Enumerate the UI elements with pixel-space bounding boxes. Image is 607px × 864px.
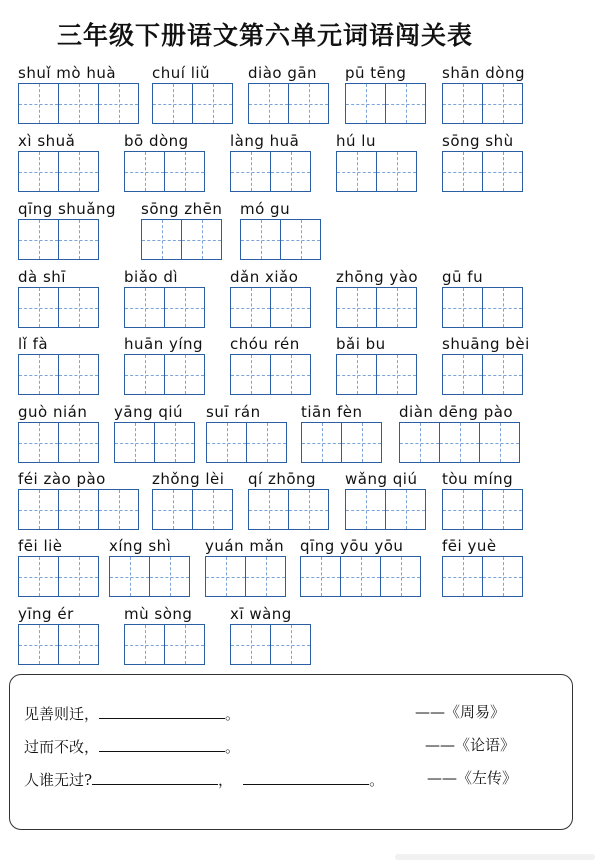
tianzige-boxes (114, 422, 194, 463)
writing-cell[interactable] (181, 219, 222, 260)
writing-cell[interactable] (270, 287, 311, 328)
pinyin-label: qí zhōng (248, 470, 317, 488)
tianzige-boxes (18, 287, 98, 328)
writing-cell[interactable] (18, 422, 59, 463)
writing-cell[interactable] (124, 151, 165, 192)
writing-cell[interactable] (18, 489, 59, 530)
pinyin-label: qīng shuǎng (18, 200, 117, 218)
pinyin-label: mù sòng (124, 605, 193, 623)
pinyin-label: lǐ fà (18, 335, 49, 353)
writing-cell[interactable] (164, 151, 205, 192)
writing-cell[interactable] (482, 556, 523, 597)
writing-cell[interactable] (230, 287, 271, 328)
writing-cell[interactable] (109, 556, 150, 597)
page-title: 三年级下册语文第六单元词语闯关表 (56, 21, 473, 50)
pinyin-label: qīng yōu yōu (300, 537, 404, 555)
pinyin-label: chuí liǔ (152, 64, 211, 82)
writing-cell[interactable] (149, 556, 190, 597)
writing-cell[interactable] (399, 422, 440, 463)
writing-cell[interactable] (442, 151, 483, 192)
writing-cell[interactable] (152, 489, 193, 530)
writing-cell[interactable] (340, 556, 381, 597)
tianzige-boxes (442, 151, 522, 192)
pinyin-label: bǎi bu (336, 335, 386, 353)
pinyin-label: gū fu (442, 268, 484, 286)
writing-cell[interactable] (58, 151, 99, 192)
writing-cell[interactable] (482, 354, 523, 395)
pinyin-label: sōng shù (442, 132, 514, 150)
tianzige-boxes (336, 287, 416, 328)
tianzige-boxes (442, 287, 522, 328)
quote-2-source: ——《论语》 (425, 736, 516, 754)
writing-cell[interactable] (345, 489, 386, 530)
pinyin-label: biǎo dì (124, 268, 179, 286)
pinyin-label: guò nián (18, 403, 88, 421)
writing-cell[interactable] (164, 354, 205, 395)
tianzige-boxes (124, 151, 204, 192)
quote-1-text: 见善则迁， (24, 705, 100, 723)
quote-line-3 (24, 769, 384, 790)
writing-cell[interactable] (385, 489, 426, 530)
writing-cell[interactable] (248, 489, 289, 530)
tianzige-boxes (205, 556, 285, 597)
writing-cell[interactable] (164, 624, 205, 665)
writing-cell[interactable] (205, 556, 246, 597)
pinyin-label: féi zào pào (18, 470, 106, 488)
writing-cell[interactable] (58, 556, 99, 597)
writing-cell[interactable] (376, 287, 417, 328)
writing-cell[interactable] (442, 354, 483, 395)
tianzige-boxes (18, 624, 98, 665)
writing-cell[interactable] (439, 422, 480, 463)
tianzige-boxes (240, 219, 320, 260)
pinyin-label: wǎng qiú (345, 470, 418, 488)
writing-cell[interactable] (18, 556, 59, 597)
writing-cell[interactable] (58, 219, 99, 260)
tianzige-boxes (442, 556, 522, 597)
writing-cell[interactable] (18, 354, 59, 395)
writing-cell[interactable] (58, 83, 99, 124)
pinyin-label: dǎn xiǎo (230, 268, 299, 286)
writing-cell[interactable] (482, 489, 523, 530)
tianzige-boxes (18, 489, 138, 530)
answer-blank-2[interactable] (99, 737, 225, 752)
tianzige-boxes (124, 624, 204, 665)
tianzige-boxes (399, 422, 519, 463)
pinyin-label: tiān fèn (301, 403, 363, 421)
tianzige-boxes (442, 489, 522, 530)
tianzige-boxes (18, 354, 98, 395)
writing-cell[interactable] (124, 624, 165, 665)
pinyin-label: chóu rén (230, 335, 300, 353)
tianzige-boxes (230, 151, 310, 192)
writing-cell[interactable] (58, 624, 99, 665)
tianzige-boxes (18, 83, 138, 124)
writing-cell[interactable] (58, 489, 99, 530)
tianzige-boxes (442, 354, 522, 395)
pinyin-label: yīng ér (18, 605, 74, 623)
tianzige-boxes (18, 556, 98, 597)
writing-cell[interactable] (300, 556, 341, 597)
tianzige-boxes (301, 422, 381, 463)
tianzige-boxes (336, 354, 416, 395)
pinyin-label: shuǐ mò huà (18, 64, 117, 82)
pinyin-label: zhǒng lèi (152, 470, 225, 488)
writing-cell[interactable] (482, 83, 523, 124)
quote-line-2 (24, 736, 240, 757)
tianzige-boxes (336, 151, 416, 192)
writing-cell[interactable] (376, 354, 417, 395)
pinyin-label: yāng qiú (114, 403, 184, 421)
writing-cell[interactable] (482, 287, 523, 328)
writing-cell[interactable] (336, 354, 377, 395)
pinyin-label: shuāng bèi (442, 335, 530, 353)
writing-cell[interactable] (58, 422, 99, 463)
writing-cell[interactable] (18, 287, 59, 328)
pinyin-label: xì shuǎ (18, 132, 76, 150)
tianzige-boxes (124, 354, 204, 395)
pinyin-label: yuán mǎn (205, 537, 285, 555)
tianzige-boxes (152, 83, 232, 124)
tianzige-boxes (124, 287, 204, 328)
tianzige-boxes (248, 83, 328, 124)
writing-cell[interactable] (380, 556, 421, 597)
writing-cell[interactable] (164, 287, 205, 328)
writing-cell[interactable] (385, 83, 426, 124)
pinyin-label: hú lu (336, 132, 376, 150)
pinyin-label: diào gān (248, 64, 318, 82)
quote-section (9, 674, 573, 830)
tianzige-boxes (18, 422, 98, 463)
tianzige-boxes (230, 624, 310, 665)
tianzige-boxes (109, 556, 189, 597)
tianzige-boxes (152, 489, 232, 530)
writing-cell[interactable] (442, 489, 483, 530)
writing-cell[interactable] (152, 83, 193, 124)
answer-blank-1[interactable] (99, 704, 225, 719)
pinyin-label: sōng zhēn (141, 200, 223, 218)
writing-cell[interactable] (154, 422, 195, 463)
writing-cell[interactable] (245, 556, 286, 597)
quote-2-text: 过而不改， (24, 738, 100, 756)
quote-3-end: 。 (369, 771, 385, 789)
tianzige-boxes (18, 219, 98, 260)
writing-cell[interactable] (248, 83, 289, 124)
pinyin-label: fēi liè (18, 537, 63, 555)
writing-cell[interactable] (124, 287, 165, 328)
writing-cell[interactable] (230, 354, 271, 395)
tianzige-boxes (345, 83, 425, 124)
quote-1-end: 。 (225, 705, 241, 723)
tianzige-boxes (345, 489, 425, 530)
tianzige-boxes (230, 287, 310, 328)
answer-blank-3[interactable] (92, 770, 218, 785)
writing-cell[interactable] (58, 354, 99, 395)
pinyin-label: dà shī (18, 268, 66, 286)
pinyin-label: xī wàng (230, 605, 292, 623)
tianzige-boxes (442, 83, 522, 124)
quote-3-source: ——《左传》 (427, 769, 518, 787)
watermark (395, 854, 595, 860)
writing-cell[interactable] (270, 354, 311, 395)
writing-cell[interactable] (246, 422, 287, 463)
writing-cell[interactable] (336, 287, 377, 328)
writing-cell[interactable] (58, 287, 99, 328)
writing-cell[interactable] (288, 489, 329, 530)
writing-cell[interactable] (442, 83, 483, 124)
tianzige-boxes (248, 489, 328, 530)
writing-cell[interactable] (192, 489, 233, 530)
writing-cell[interactable] (18, 151, 59, 192)
writing-cell[interactable] (376, 151, 417, 192)
answer-blank-4[interactable] (243, 770, 369, 785)
writing-cell[interactable] (341, 422, 382, 463)
writing-cell[interactable] (124, 354, 165, 395)
writing-cell[interactable] (442, 556, 483, 597)
pinyin-label: pū tēng (345, 64, 407, 82)
writing-cell[interactable] (345, 83, 386, 124)
pinyin-label: shān dòng (442, 64, 526, 82)
writing-cell[interactable] (206, 422, 247, 463)
pinyin-label: zhōng yào (336, 268, 419, 286)
writing-cell[interactable] (192, 83, 233, 124)
writing-cell[interactable] (18, 624, 59, 665)
writing-cell[interactable] (240, 219, 281, 260)
writing-cell[interactable] (442, 287, 483, 328)
quote-3-text: 人谁无过? (24, 771, 93, 789)
writing-cell[interactable] (301, 422, 342, 463)
pinyin-label: làng huā (230, 132, 300, 150)
writing-cell[interactable] (336, 151, 377, 192)
pinyin-label: bō dòng (124, 132, 189, 150)
pinyin-label: diàn dēng pào (399, 403, 514, 421)
pinyin-label: huān yíng (124, 335, 204, 353)
pinyin-label: mó gu (240, 200, 291, 218)
writing-cell[interactable] (270, 624, 311, 665)
pinyin-label: xíng shì (109, 537, 172, 555)
tianzige-boxes (206, 422, 286, 463)
writing-cell[interactable] (270, 151, 311, 192)
writing-cell[interactable] (98, 489, 139, 530)
writing-cell[interactable] (114, 422, 155, 463)
quote-2-end: 。 (225, 738, 241, 756)
writing-cell[interactable] (141, 219, 182, 260)
pinyin-label: suī rán (206, 403, 261, 421)
writing-cell[interactable] (18, 83, 59, 124)
writing-cell[interactable] (230, 624, 271, 665)
writing-cell[interactable] (479, 422, 520, 463)
tianzige-boxes (300, 556, 420, 597)
writing-cell[interactable] (18, 219, 59, 260)
tianzige-boxes (18, 151, 98, 192)
writing-cell[interactable] (230, 151, 271, 192)
quote-1-source: ——《周易》 (415, 703, 506, 721)
quote-3-mid: ， (218, 771, 234, 789)
tianzige-boxes (141, 219, 221, 260)
pinyin-label: tòu míng (442, 470, 514, 488)
writing-cell[interactable] (482, 151, 523, 192)
writing-cell[interactable] (288, 83, 329, 124)
pinyin-label: fēi yuè (442, 537, 497, 555)
writing-cell[interactable] (280, 219, 321, 260)
tianzige-boxes (230, 354, 310, 395)
writing-cell[interactable] (98, 83, 139, 124)
quote-line-1 (24, 703, 240, 724)
